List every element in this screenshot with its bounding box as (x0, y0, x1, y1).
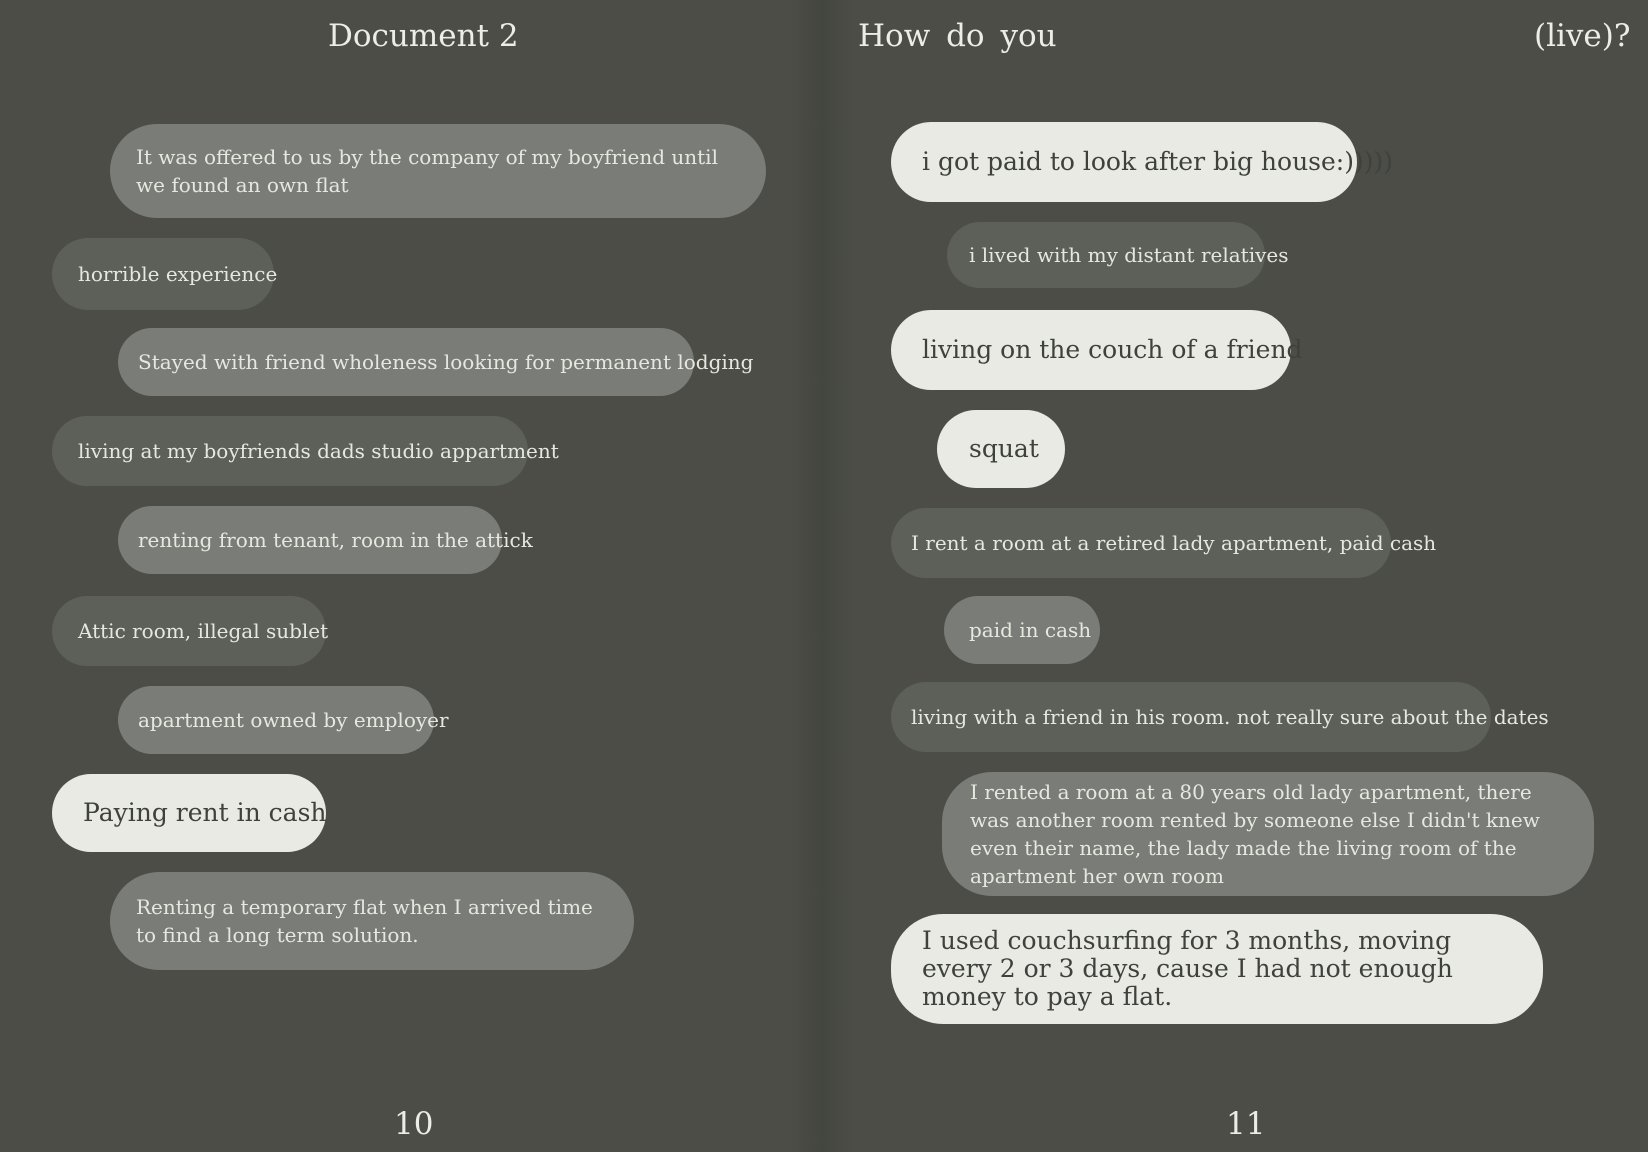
response-bubble: squat (937, 410, 1065, 488)
right-page-header-end: (live)? (1534, 18, 1631, 54)
left-page-header: Document 2 (328, 18, 519, 54)
page-number: 10 (394, 1106, 434, 1142)
response-bubble: apartment owned by employer (118, 686, 434, 754)
response-bubble: renting from tenant, room in the attick (118, 506, 502, 574)
response-bubble: I rent a room at a retired lady apartment, paid cash (891, 508, 1391, 578)
response-bubble: i lived with my distant relatives (947, 222, 1265, 288)
right-page (822, 0, 1648, 1152)
response-bubble: horrible experience (52, 238, 274, 310)
response-bubble: Stayed with friend wholeness looking for permanent lodging (118, 328, 694, 396)
response-bubble: i got paid to look after big house:))))) (891, 122, 1357, 202)
right-page-header: How do you (858, 18, 1057, 54)
response-bubble: living on the couch of a friend (891, 310, 1291, 390)
response-bubble: I used couchsurfing for 3 months, moving every 2 or 3 days, cause I had not enough money to pay a flat. (891, 914, 1543, 1024)
response-bubble: living at my boyfriends dads studio appartment (52, 416, 528, 486)
response-bubble: Paying rent in cash (52, 774, 326, 852)
response-bubble: paid in cash (944, 596, 1100, 664)
response-bubble: Renting a temporary flat when I arrived time to find a long term solution. (110, 872, 634, 970)
page-number: 11 (1226, 1106, 1266, 1142)
response-bubble: Attic room, illegal sublet (52, 596, 326, 666)
left-page (0, 0, 822, 1152)
response-bubble: living with a friend in his room. not really sure about the dates (891, 682, 1491, 752)
response-bubble: I rented a room at a 80 years old lady apartment, there was another room rented by someone else I didn't knew even their name, the lady made the living room of the apartment her own room (942, 772, 1594, 896)
response-bubble: It was offered to us by the company of my boyfriend until we found an own flat (110, 124, 766, 218)
